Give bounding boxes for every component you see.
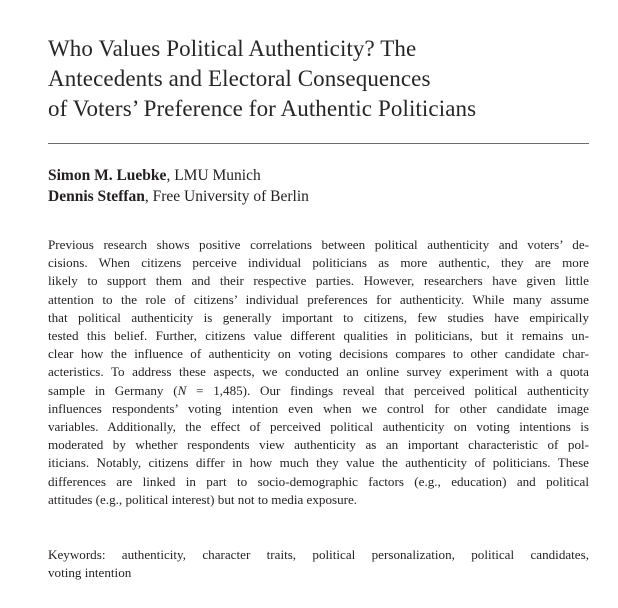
author-name: Simon M. Luebke bbox=[48, 167, 167, 184]
author-entry bbox=[48, 165, 588, 186]
abstract-line: that political authenticity is generally important to citizens, few studies have empirically bbox=[48, 309, 589, 325]
abstract-line: attitudes (e.g., political interest) but not to media exposure. bbox=[48, 491, 358, 507]
abstract-line: acteristics. To address these aspects, we conducted an online survey experiment with a quota bbox=[48, 364, 589, 380]
sample-size-symbol: N bbox=[177, 382, 187, 398]
abstract-line: Previous research shows positive correlations between political authenticity and voters’ de- bbox=[48, 237, 589, 252]
title-divider bbox=[48, 143, 589, 144]
author-list bbox=[48, 165, 588, 207]
title-line: of Voters’ Preference for Authentic Politicians bbox=[48, 96, 477, 121]
abstract-line: moderated by whether respondents view authenticity as an important characteristic of pol- bbox=[48, 437, 589, 453]
author-affiliation: , Free University of Berlin bbox=[144, 188, 309, 205]
article-title bbox=[48, 34, 588, 124]
author-name: Dennis Steffan bbox=[48, 188, 145, 205]
abstract-line: influences respondents’ voting intention even when we control for other candidate image bbox=[48, 400, 589, 416]
author-entry bbox=[48, 186, 588, 207]
abstract-line: clear how the influence of authenticity on voting decisions compares to other candidate char- bbox=[48, 346, 589, 362]
abstract-line: tested this belief. Further, citizens value different qualities in politicians, but it remains un- bbox=[48, 328, 589, 344]
author-affiliation: , LMU Munich bbox=[166, 167, 261, 184]
keywords-line: Keywords: authenticity, character traits, political personalization, political candidates, bbox=[48, 547, 589, 562]
abstract-line: likely to support them and their respective parties. However, researchers have given little bbox=[48, 273, 589, 289]
abstract-line: differences are linked in part to socio-demographic factors (e.g., education) and political bbox=[48, 473, 589, 489]
abstract-line: variables. Additionally, the effect of perceived political authenticity on voting intentions is bbox=[48, 419, 589, 435]
keywords-line: voting intention bbox=[48, 565, 132, 581]
abstract-line: sample in Germany (N = 1,485). Our findings reveal that perceived political authenticity bbox=[48, 382, 589, 398]
title-line: Who Values Political Authenticity? The bbox=[48, 36, 417, 61]
keywords bbox=[48, 546, 589, 582]
abstract-line: attention to the role of citizens’ individual preferences for authenticity. While many assume bbox=[48, 291, 589, 307]
abstract-line: cisions. When citizens perceive individual politicians as more authentic, they are more bbox=[48, 255, 589, 271]
abstract bbox=[48, 236, 589, 509]
abstract-line: iticians. Notably, citizens differ in how much they value the authenticity of politicians. These bbox=[48, 455, 589, 471]
title-line: Antecedents and Electoral Consequences bbox=[48, 66, 431, 91]
